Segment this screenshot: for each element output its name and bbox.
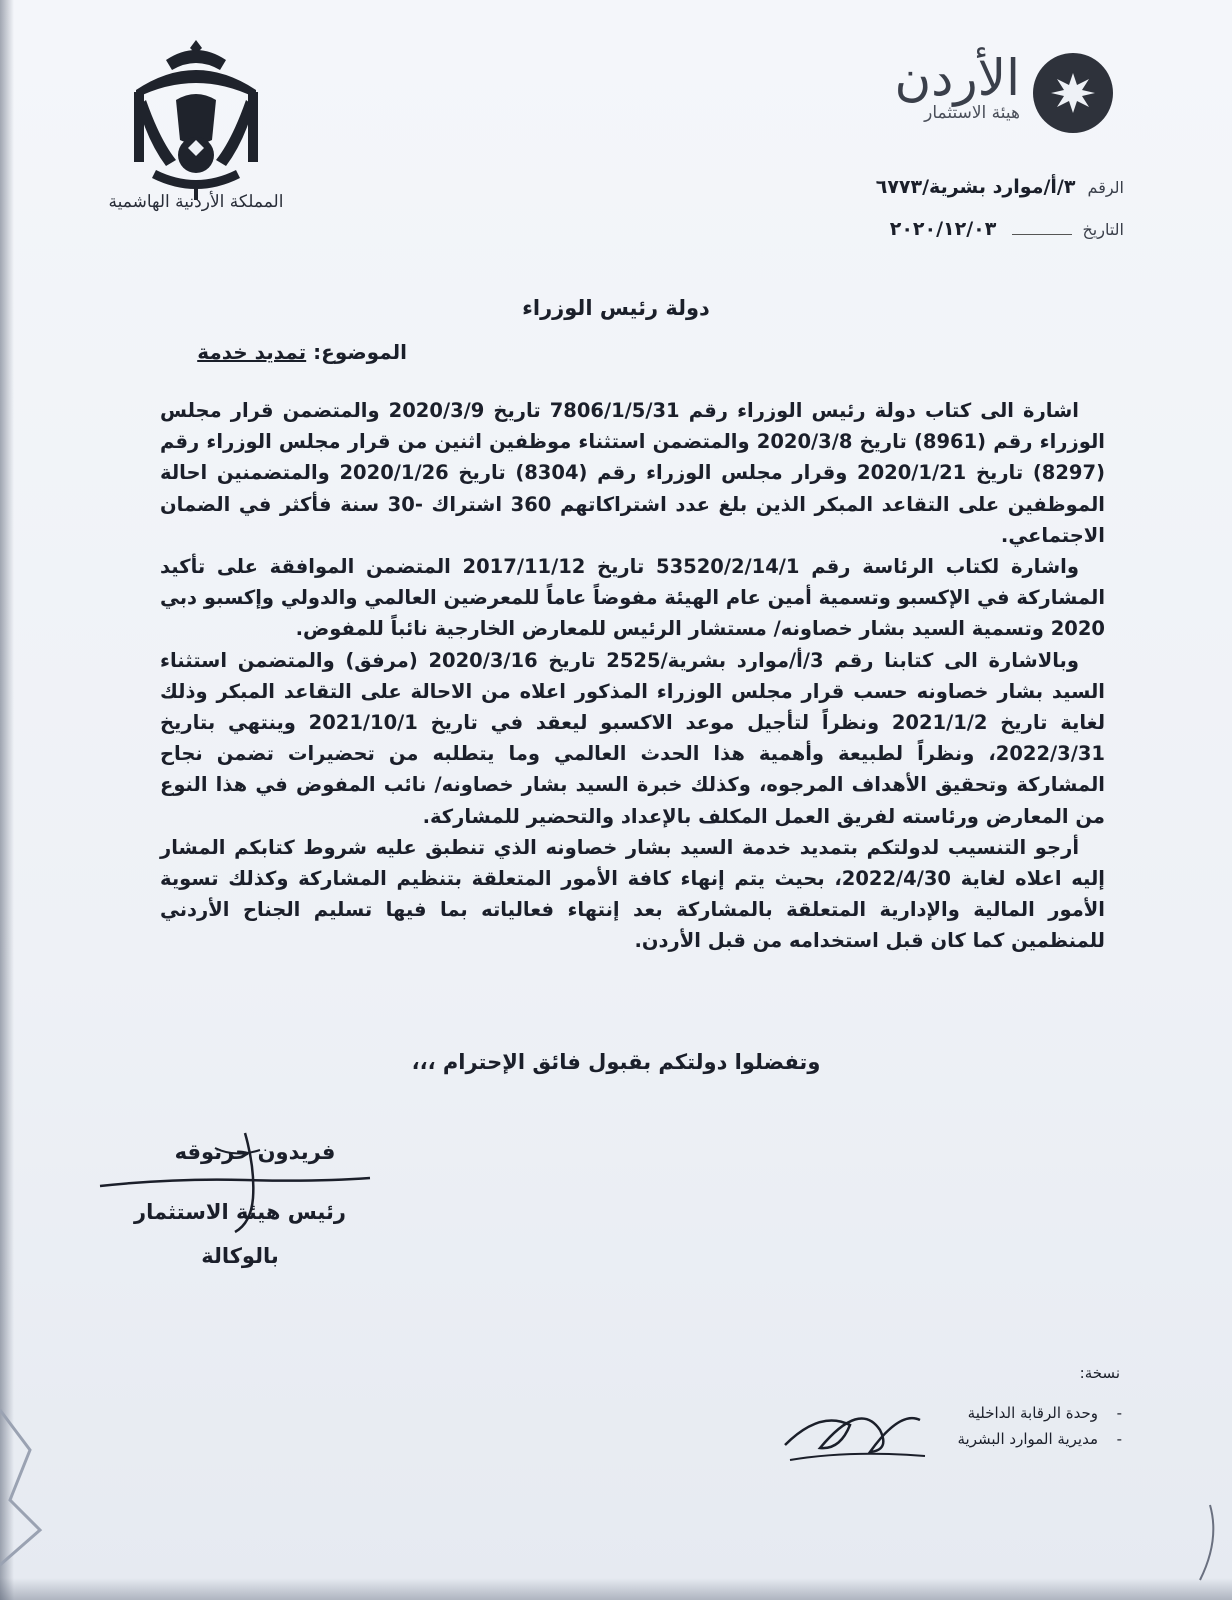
corner-scribble-icon [1170, 1500, 1230, 1590]
reference-label: الرقم [1087, 178, 1124, 197]
copy-recipient: -وحدة الرقابة الداخلية [967, 1404, 1122, 1422]
handwritten-initials-icon [780, 1390, 930, 1480]
logo-name: الأردن [894, 49, 1020, 107]
date-value: ٢٠٢٠/١٢/٠٣ [889, 218, 997, 240]
copy-recipient-name: وحدة الرقابة الداخلية [967, 1404, 1098, 1422]
stamp-outline-icon [0, 1390, 90, 1570]
body-paragraph: وبالاشارة الى كتابنا رقم 3/أ/موارد بشرية/2525 تاريخ 2020/3/16 (مرفق) والمتضمن استثناء السيد بشار خصاونه حسب قرار مجلس الوزراء المذكور اعلاه من الاحالة على التقاعد المبكر وذلك لغاية تاريخ 2021/1/2 ونظراً لتأجيل موعد الاكسبو ليعقد في تاريخ 2021/10/1 وينتهي بتاريخ 2022/3/31، ونظراً لطبيعة وأهمية هذا الحدث العالمي وما يتطلبه من تحضيرات تضمن نجاح المشاركة وتحقيق الأهداف المرجوه، وكذلك خبرة السيد بشار خصاونه/ نائب المفوض في هذا النوع من المعارض ورئاسته لفريق العمل المكلف بالإعداد والتحضير للمشاركة. [160, 648, 1106, 828]
copy-recipient-name: مديرية الموارد البشرية [957, 1430, 1098, 1448]
body-paragraph: اشارة الى كتاب دولة رئيس الوزراء رقم 7806/1/5/31 تاريخ 2020/3/9 والمتضمن قرار مجلس الوزراء رقم (8961) تاريخ 2020/3/8 والمتضمن استثناء موظفين اثنين من قرار مجلس الوزراء رقم (8297) تاريخ 2020/1/21 وقرار مجلس الوزراء رقم (8304) تاريخ 2020/1/26 والمتضمنين احالة الموظفين على التقاعد المبكر الذين بلغ عدد اشتراكاتهم 360 اشتراك -30 سنة فأكثر في الضمان الاجتماعي. [160, 399, 1105, 547]
reference-row [704, 176, 1124, 198]
kingdom-caption: المملكة الأردنية الهاشمية [108, 192, 284, 212]
date-row [704, 218, 1124, 240]
letter-body [160, 395, 1105, 957]
date-label: التاريخ [1082, 220, 1124, 239]
logo-subtitle: هيئة الاستثمار [924, 103, 1020, 123]
signatory-name: فريدون حرتوقه [174, 1140, 336, 1164]
subject-line [197, 340, 407, 364]
copy-recipient: -مديرية الموارد البشرية [957, 1430, 1122, 1448]
date-underline [1012, 234, 1072, 235]
addressee: دولة رئيس الوزراء [522, 296, 710, 320]
body-paragraph: أرجو التنسيب لدولتكم بتمديد خدمة السيد بشار خصاونه الذي تنطبق عليه شروط كتابكم المشار إليه اعلاه لغاية 2022/4/30، بحيث يتم إنهاء كافة الأمور المتعلقة بتنظيم المشاركة وكذلك تسوية الأمور المالية والإدارية المتعلقة بالمشاركة بعد إنتهاء فعالياته بما فيها تسليم الجناح الأردني للمنظمين كما كان قبل استخدامه من قبل الأردن. [160, 835, 1105, 953]
signatory-title-acting: بالوكالة [201, 1244, 279, 1268]
copies-label: نسخة: [1079, 1364, 1120, 1382]
signatory-title: رئيس هيئة الاستثمار [134, 1200, 346, 1224]
closing-line: وتفضلوا دولتكم بقبول فائق الإحترام ،،، [411, 1050, 821, 1074]
subject-label: الموضوع: [313, 340, 407, 364]
subject-value: تمديد خدمة [197, 340, 307, 364]
jordan-star-logo-icon [1030, 50, 1116, 136]
body-paragraph: واشارة لكتاب الرئاسة رقم 53520/2/14/1 تاريخ 2017/11/12 المتضمن الموافقة على تأكيد المشاركة في الإكسبو وتسمية أمين عام الهيئة مفوضاً عاماً للمعرضين العالمي والدولي وإكسبو دبي 2020 وتسمية السيد بشار خصاونه/ مستشار الرئيس للمعارض الخارجية نائباً للمفوض. [160, 555, 1105, 641]
reference-value: ٣/أ/موارد بشرية/٦٧٧٣ [875, 176, 1076, 198]
